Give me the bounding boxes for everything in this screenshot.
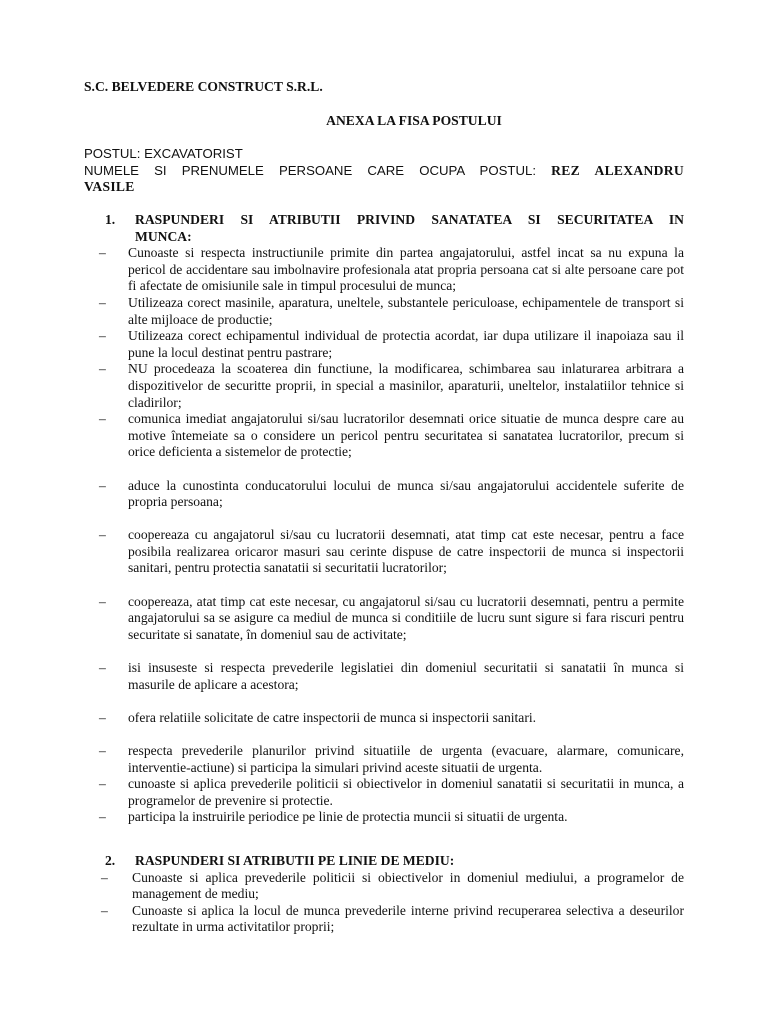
section-heading (84, 853, 684, 870)
post-info (84, 146, 684, 196)
bullet-dash: – (99, 245, 106, 261)
employee-name-value: REZ ALEXANDRU (551, 162, 685, 178)
bullet-dash: – (99, 776, 106, 792)
list-item: – isi insuseste si respecta prevederile legislatiei din domeniul securitatii si sanatatii în munca si masurile de aplicare a acestora; (84, 660, 684, 693)
list-item: – cunoaste si aplica prevederile politicii si obiectivelor in domeniul sanatatii si securitatii in munca, a programelor de prevenire si protectie. (84, 776, 684, 809)
employee-name-line (84, 163, 684, 180)
section-health-safety (84, 212, 684, 826)
bullet-dash: – (101, 902, 108, 918)
list-item: – coopereaza, atat timp cat este necesar, cu angajatorul si/sau cu lucratorii desemnati, pentru a permite angajatorului sa se asigure ca mediul de munca si conditiile de lucru sunt sigure si fara riscuri pentru securitate si sanatate, în domeniul sau de activitate; (84, 594, 684, 644)
list-item: – Cunoaste si aplica la locul de munca prevederile interne privind recuperarea selectiva a deseurilor rezultate in urma activitatilor proprii; (84, 903, 684, 936)
duties-list (84, 245, 684, 826)
list-item: – Cunoaste si aplica prevederile politicii si obiectivelor in domeniul mediului, a programelor de management de mediu; (84, 870, 684, 903)
bullet-dash: – (99, 361, 106, 377)
section-heading (84, 212, 684, 245)
document-title: ANEXA LA FISA POSTULUI (326, 113, 502, 128)
bullet-dash: – (99, 809, 106, 825)
employee-surname-value: VASILE (84, 179, 135, 195)
list-item: – aduce la cunostinta conducatorului locului de munca si/sau angajatorului accidentele suferite de propria persoana; (84, 478, 684, 511)
bullet-dash: – (101, 869, 108, 885)
section-number: 1. (105, 212, 116, 227)
bullet-dash: – (99, 294, 106, 310)
list-item: – Cunoaste si respecta instructiunile primite din partea angajatorului, astfel incat sa nu expuna la pericol de accidentare sau imbolnavire profesionala atat propria persoana cat si alte persoane care pot fi afectate de omisiunile sale in timpul procesului de munca; (84, 245, 684, 295)
bullet-dash: – (99, 411, 106, 427)
environment-duties-list (84, 870, 684, 936)
list-item: – ofera relatiile solicitate de catre inspectorii de munca si inspectorii sanitari. (84, 710, 684, 727)
section-number: 2. (105, 853, 116, 868)
section-heading-line-2: MUNCA: (135, 228, 192, 244)
list-item: – NU procedeaza la scoaterea din functiune, la modificarea, schimbarea sau inlaturarea arbitrara a dispozitivelor de securitte proprii, in special a masinilor, aparaturii, uneltelor, instalatiilor tehnice si cladirilor; (84, 361, 684, 411)
bullet-dash: – (99, 477, 106, 493)
bullet-dash: – (99, 527, 106, 543)
bullet-dash: – (99, 709, 106, 725)
list-item: – Utilizeaza corect echipamentul individual de protectia acordat, iar dupa utilizare il inapoiaza sau il pune la locul destinat pentru pastrare; (84, 328, 684, 361)
list-item: – Utilizeaza corect masinile, aparatura, uneltele, substantele periculoase, echipamentele de transport si alte mijloace de productie; (84, 295, 684, 328)
section-environment (84, 853, 684, 936)
employee-name-line-2 (84, 179, 684, 196)
list-item: – participa la instruirile periodice pe linie de protectia muncii si situatii de urgenta. (84, 809, 684, 826)
list-item: – respecta prevederile planurilor privind situatiile de urgenta (evacuare, alarmare, comunicare, interventie-actiune) si participa la simulari privind aceste situatii de urgenta. (84, 743, 684, 776)
post-line: POSTUL: EXCAVATORIST (84, 146, 243, 161)
section-heading-line-1: RASPUNDERI SI ATRIBUTII PRIVIND SANATATEA SI SECURITATEA IN (135, 212, 684, 227)
list-item: – comunica imediat angajatorului si/sau lucratorilor desemnati orice situatie de munca despre care au motive întemeiate sa o considere un pericol pentru securitatea si sanatatea lucratorilor, precum si orice deficienta a sistemelor de protectie; (84, 411, 684, 461)
bullet-dash: – (99, 593, 106, 609)
bullet-dash: – (99, 328, 106, 344)
employee-name-label: NUMELE SI PRENUMELE PERSOANE CARE OCUPA POSTUL: (84, 162, 536, 178)
bullet-dash: – (99, 660, 106, 676)
list-item: – coopereaza cu angajatorul si/sau cu lucratorii desemnati, atat timp cat este necesar, pentru a face posibila realizarea oricaror masuri sau cerinte dispuse de catre inspectorii de munca si inspectorii sanitari, pentru protectia sanatatii si securitatii lucratorilor; (84, 527, 684, 577)
section-heading-text: RASPUNDERI SI ATRIBUTII PE LINIE DE MEDIU: (135, 853, 455, 868)
company-name: S.C. BELVEDERE CONSTRUCT S.R.L. (84, 79, 323, 94)
bullet-dash: – (99, 743, 106, 758)
